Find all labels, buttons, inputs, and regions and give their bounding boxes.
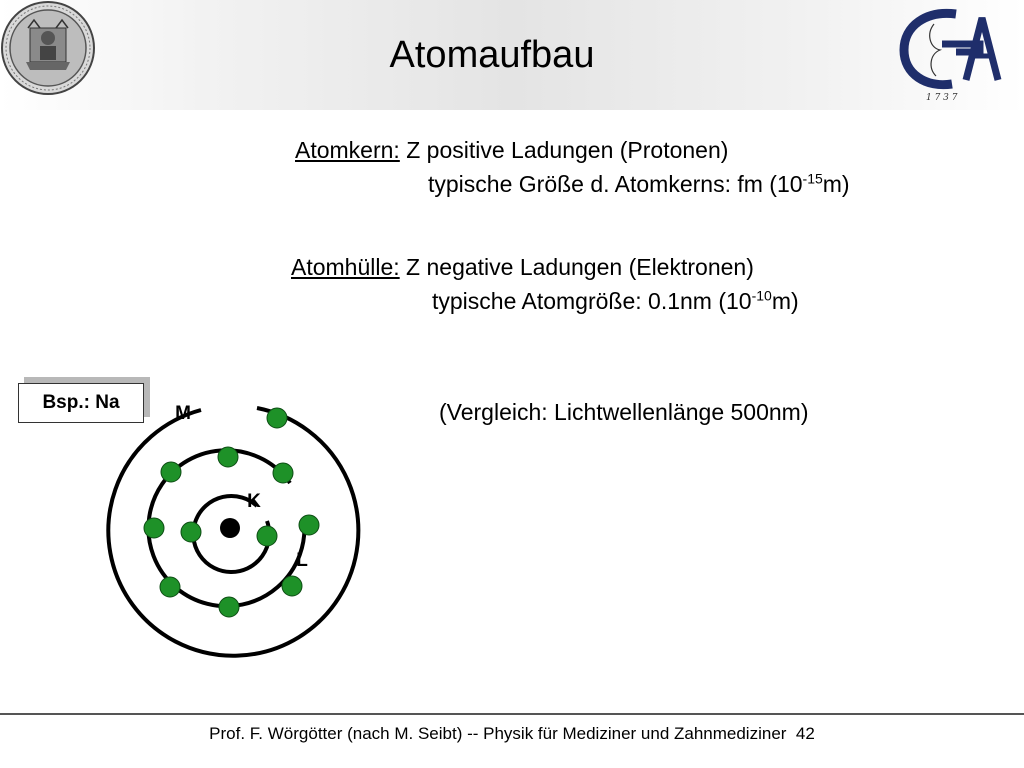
- example-label: Bsp.: Na: [42, 392, 120, 413]
- ga-monogram-logo-icon: [896, 4, 1008, 104]
- shell-size-exponent: -10: [751, 287, 772, 304]
- electron-l-4: [282, 576, 302, 596]
- nucleus-size-exponent: -15: [802, 170, 823, 187]
- electron-l-5: [219, 597, 239, 617]
- nucleus-dot: [220, 518, 240, 538]
- page-number: 42: [795, 724, 815, 743]
- electron-k-1: [181, 522, 201, 542]
- shell-label-m: M: [175, 403, 191, 424]
- sodium-atom-diagram: [90, 395, 370, 670]
- shell-size-unit: m): [771, 288, 799, 314]
- electron-l-6: [160, 577, 180, 597]
- shell-label: Atomhülle:: [291, 254, 400, 280]
- electron-l-8: [161, 462, 181, 482]
- shell-label-l: L: [296, 550, 308, 571]
- footer-text: Prof. F. Wörgötter (nach M. Seibt) -- Physik für Mediziner und Zahnmediziner: [209, 724, 787, 743]
- shell-label-k: K: [247, 491, 261, 512]
- shell-size-text: typische Atomgröße: 0.1nm (10: [432, 288, 752, 314]
- nucleus-size-text: typische Größe d. Atomkerns: fm (10: [428, 171, 803, 197]
- shell-line-2: [432, 285, 799, 317]
- comparison-text: (Vergleich: Lichtwellenlänge 500nm): [439, 399, 809, 425]
- electron-l-3: [299, 515, 319, 535]
- electron-l-1: [218, 447, 238, 467]
- electron-l-7: [144, 518, 164, 538]
- nucleus-description: Z positive Ladungen (Protonen): [399, 137, 729, 163]
- electron-l-2: [273, 463, 293, 483]
- electron-m-1: [267, 408, 287, 428]
- shell-line-1: [291, 251, 754, 283]
- nucleus-line-1: [295, 134, 728, 166]
- svg-text:1 7 3 7: 1 7 3 7: [926, 93, 958, 103]
- electron-k-2: [257, 526, 277, 546]
- slide-title: Atomaufbau: [389, 34, 595, 76]
- footer-divider: [0, 713, 1024, 715]
- footer: [0, 722, 1024, 746]
- nucleus-line-2: [428, 168, 850, 200]
- shell-description: Z negative Ladungen (Elektronen): [399, 254, 754, 280]
- nucleus-size-unit: m): [822, 171, 850, 197]
- nucleus-label: Atomkern:: [295, 137, 400, 163]
